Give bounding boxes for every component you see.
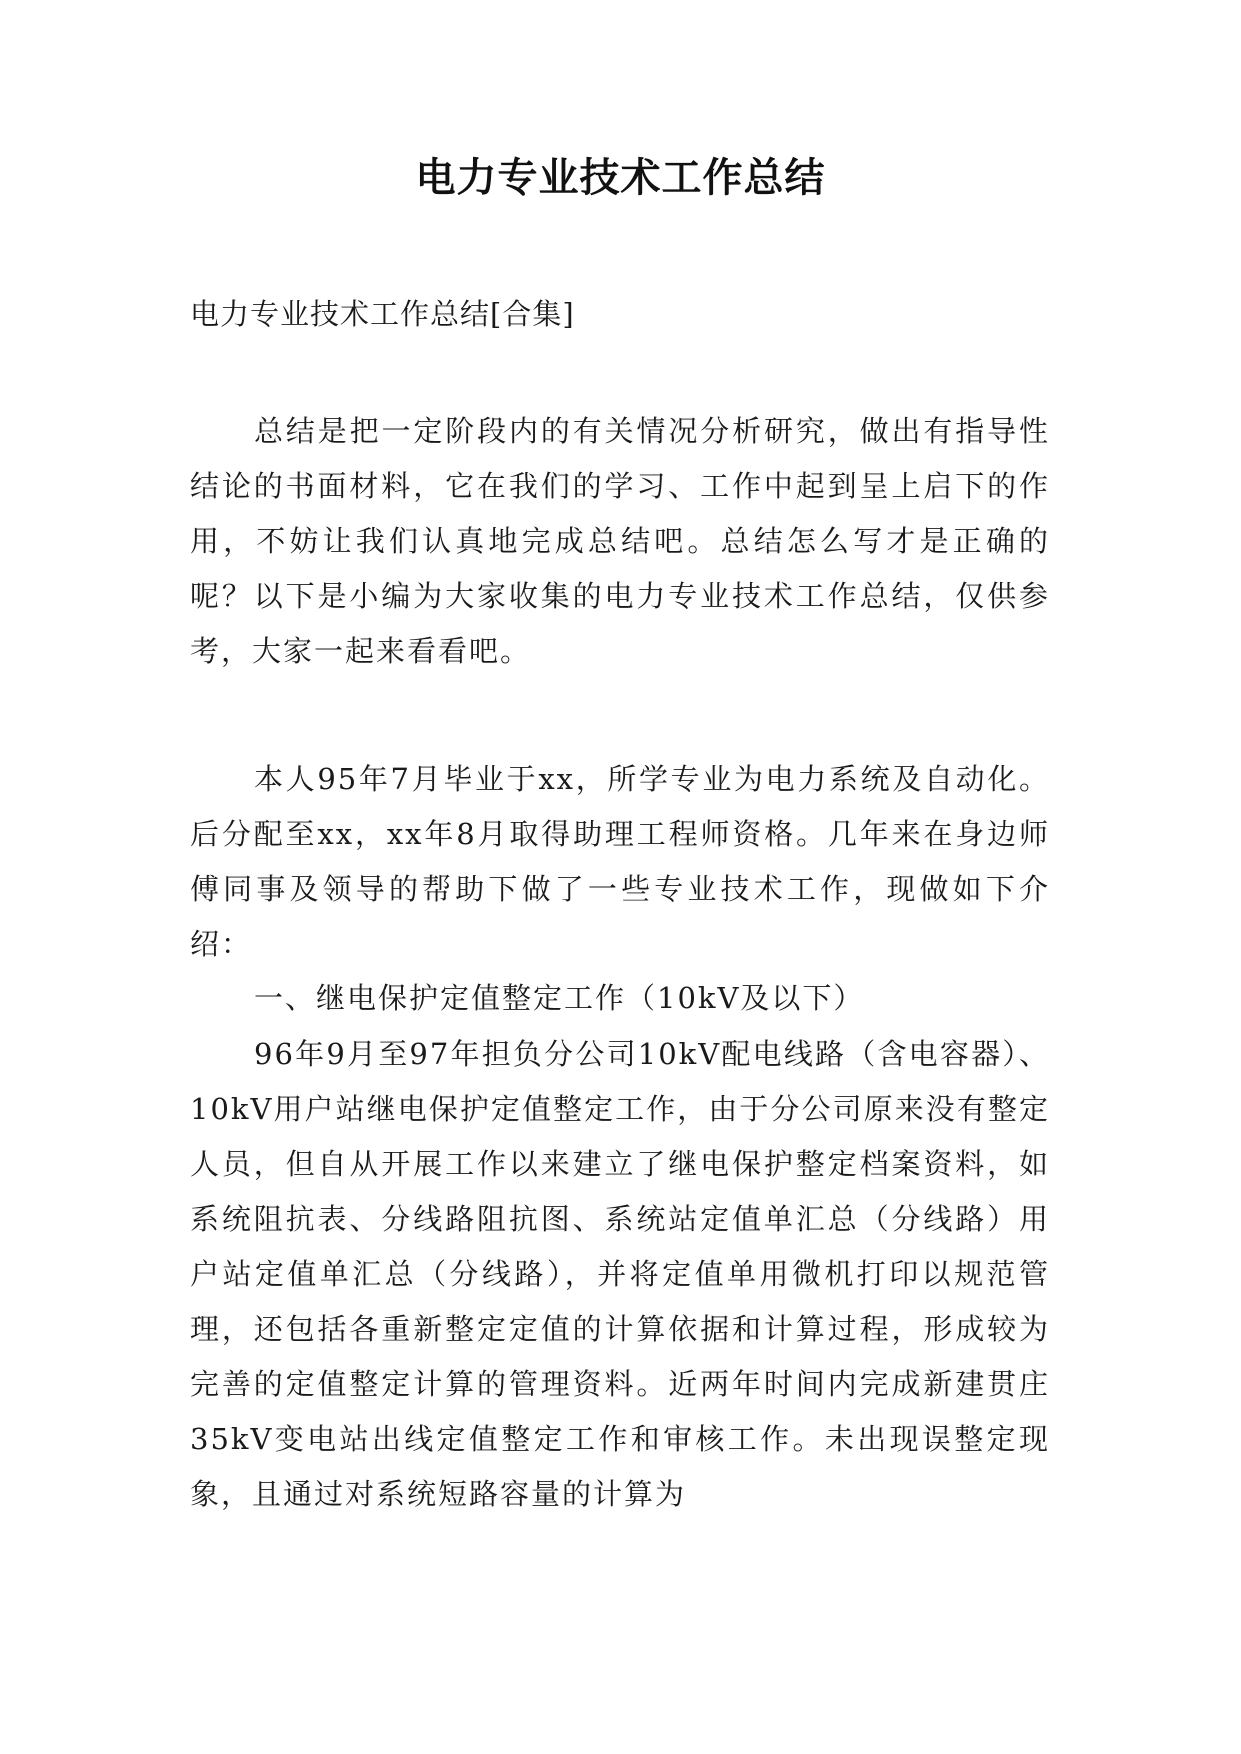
document-subtitle: 电力专业技术工作总结[合集] <box>190 297 575 331</box>
paragraph-relay-protection: 96年9月至97年担负分公司10kV配电线路（含电容器）、10kV用户站继电保护定值整定工作，由于分公司原来没有整定人员，但自从开展工作以来建立了继电保护整定档案资料，如系统阻抗表、分线路阻抗图、系统站定值单汇总（分线路）用户站定值单汇总（分线路），并将定值单用微机打印以规范管理，还包括各重新整定定值的计算依据和计算过程，形成较为完善的定值整定计算的管理资料。近两年时间内完成新建贯庄35kV变电站出线定值整定工作和审核工作。未出现误整定现象，且通过对系统短路容量的计算为 <box>190 1037 1050 1511</box>
document-title: 电力专业技术工作总结 <box>415 155 826 201</box>
paragraph-intro: 总结是把一定阶段内的有关情况分析研究，做出有指导性结论的书面材料，它在我们的学习、工作中起到呈上启下的作用，不妨让我们认真地完成总结吧。总结怎么写才是正确的呢？以下是小编为大家收集的电力专业技术工作总结，仅供参考，大家一起来看看吧。 <box>190 414 1050 668</box>
section-heading-relay-protection: 一、继电保护定值整定工作（10kV及以下） <box>254 981 865 1015</box>
paragraph-background: 本人95年7月毕业于xx，所学专业为电力系统及自动化。后分配至xx，xx年8月取得助理工程师资格。几年来在身边师傅同事及领导的帮助下做了一些专业技术工作，现做如下介绍： <box>190 762 1050 961</box>
